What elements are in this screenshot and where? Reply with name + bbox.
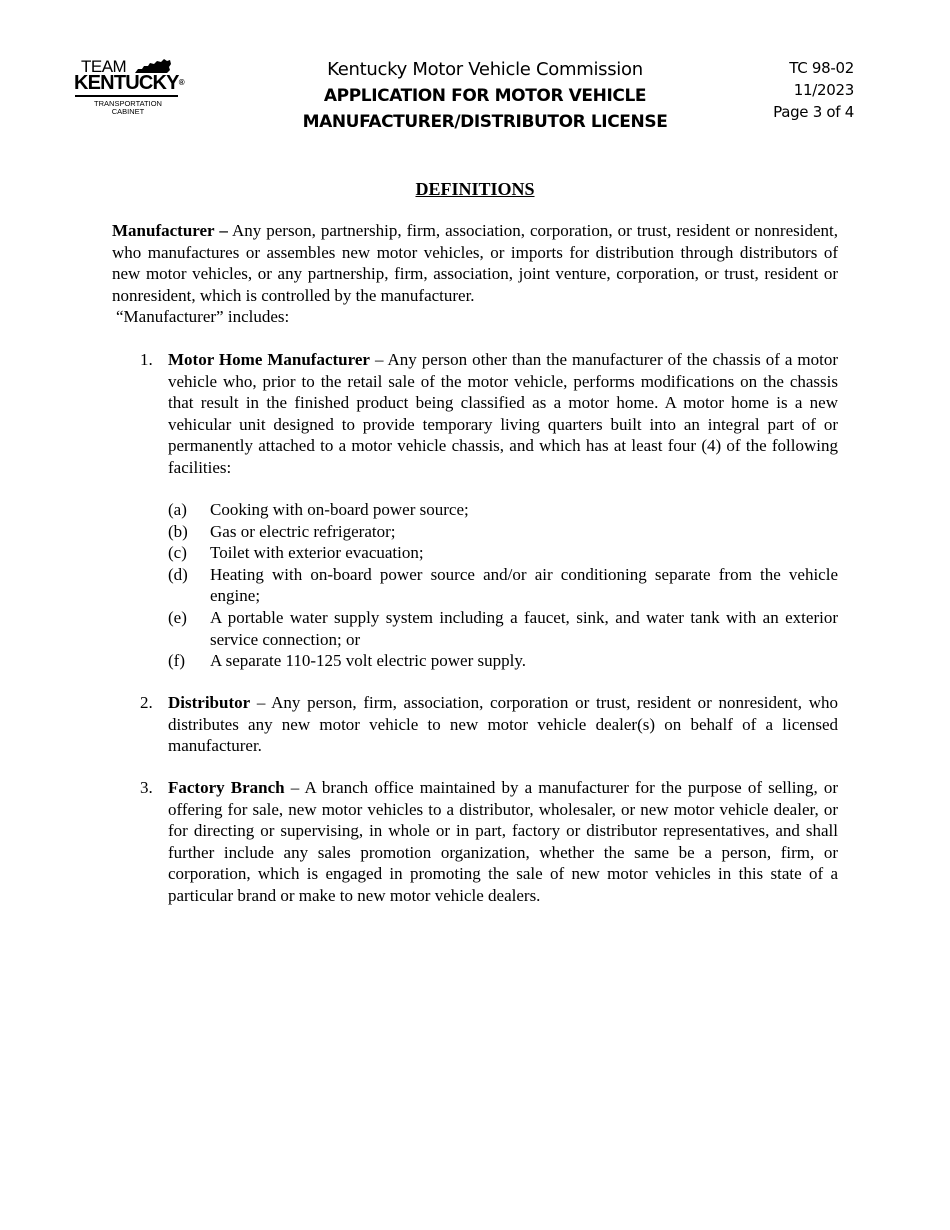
item-text: – Any person other than the manufacturer of the chassis of a motor vehicle who, prior to the retail sale of the motor vehicle, performs modifications on the chassis that result in the finished product being classified as a motor home. A motor home is a new vehicular unit designed to provide temporary living quarters built into an integral part of or permanently attached to a motor vehicle chassis, and which has at least four (4) of the following facilities: xyxy=(168,350,838,477)
item-term: Distributor xyxy=(168,693,251,712)
list-item-label: (b) xyxy=(168,521,188,541)
logo-transportation-text: TRANSPORTATION xyxy=(94,99,162,108)
list-item xyxy=(168,607,838,650)
agency-name: Kentucky Motor Vehicle Commission xyxy=(327,59,643,80)
manufacturer-includes: “Manufacturer” includes: xyxy=(116,307,290,327)
manufacturer-term: Manufacturer – xyxy=(112,221,228,240)
list-item xyxy=(168,521,838,543)
form-title-line-1: APPLICATION FOR MOTOR VEHICLE xyxy=(323,86,647,106)
list-item-text: A portable water supply system including a faucet, sink, and water tank with an exterior service connection; or xyxy=(210,607,838,649)
logo-team-text: TEAM xyxy=(81,57,127,76)
team-kentucky-logo xyxy=(72,56,188,120)
document-header xyxy=(285,57,685,135)
definition-item-1 xyxy=(112,349,838,479)
list-item xyxy=(168,650,838,672)
definition-item-2 xyxy=(112,692,838,757)
list-item-label: (f) xyxy=(168,651,185,671)
registered-mark: ® xyxy=(178,78,184,87)
page-number: Page 3 of 4 xyxy=(773,103,854,121)
list-item-label: (d) xyxy=(168,564,188,584)
list-item-text: A separate 110-125 volt electric power supply. xyxy=(210,651,526,671)
manufacturer-text: Any person, partnership, firm, association, corporation, or trust, resident or nonresident, who manufactures or assembles new motor vehicles, or imports for distribution through distributors of new motor vehicles, or any partnership, firm, association, joint venture, corporation, or trust, resident or nonresident, which is controlled by the manufacturer. xyxy=(112,221,838,305)
definition-item-3 xyxy=(112,777,838,907)
list-item-text: Gas or electric refrigerator; xyxy=(210,521,396,541)
form-number: TC 98-02 xyxy=(789,59,854,77)
list-item-label: (a) xyxy=(168,500,187,519)
item-number: 1. xyxy=(140,350,153,369)
list-item-text: Toilet with exterior evacuation; xyxy=(210,543,424,563)
item-term: Motor Home Manufacturer xyxy=(168,350,370,369)
item-number: 2. xyxy=(140,693,153,712)
form-title-line-2: MANUFACTURER/DISTRIBUTOR LICENSE xyxy=(302,112,668,132)
list-item xyxy=(168,564,838,607)
form-date: 11/2023 xyxy=(793,81,854,99)
logo-cabinet-text: CABINET xyxy=(111,107,145,116)
item-term: Factory Branch xyxy=(168,778,285,797)
list-item-text: Heating with on-board power source and/or air conditioning separate from the vehicle engine; xyxy=(210,564,838,606)
list-item xyxy=(168,499,838,521)
logo-divider xyxy=(75,95,178,97)
item-number: 3. xyxy=(140,778,153,797)
item-text: – A branch office maintained by a manufacturer for the purpose of selling, or offering for sale, new motor vehicles to a distributor, wholesaler, or new motor vehicle dealer, or for directing or supervising, in whole or in part, factory or distributor representatives, and shall further include any sales promotion organization, whether the same be a person, firm, or corporation, which is engaged in promoting the sale of new motor vehicles in this state of a particular brand or make to new motor vehicle dealers. xyxy=(168,778,839,905)
list-item-label: (c) xyxy=(168,543,187,563)
form-info xyxy=(740,57,854,123)
manufacturer-definition xyxy=(112,220,838,328)
list-item-label: (e) xyxy=(168,607,187,627)
list-item xyxy=(168,542,838,564)
motor-home-facilities-list xyxy=(168,499,838,672)
definitions-heading: DEFINITIONS xyxy=(415,179,535,199)
list-item-text: Cooking with on-board power source; xyxy=(210,500,469,519)
logo-kentucky-text: KENTUCKY® xyxy=(74,72,184,94)
item-text: – Any person, firm, association, corporation or trust, resident or nonresident, who distributes any new motor vehicle to new motor vehicle dealer(s) on behalf of a licensed manufacturer. xyxy=(168,693,838,756)
